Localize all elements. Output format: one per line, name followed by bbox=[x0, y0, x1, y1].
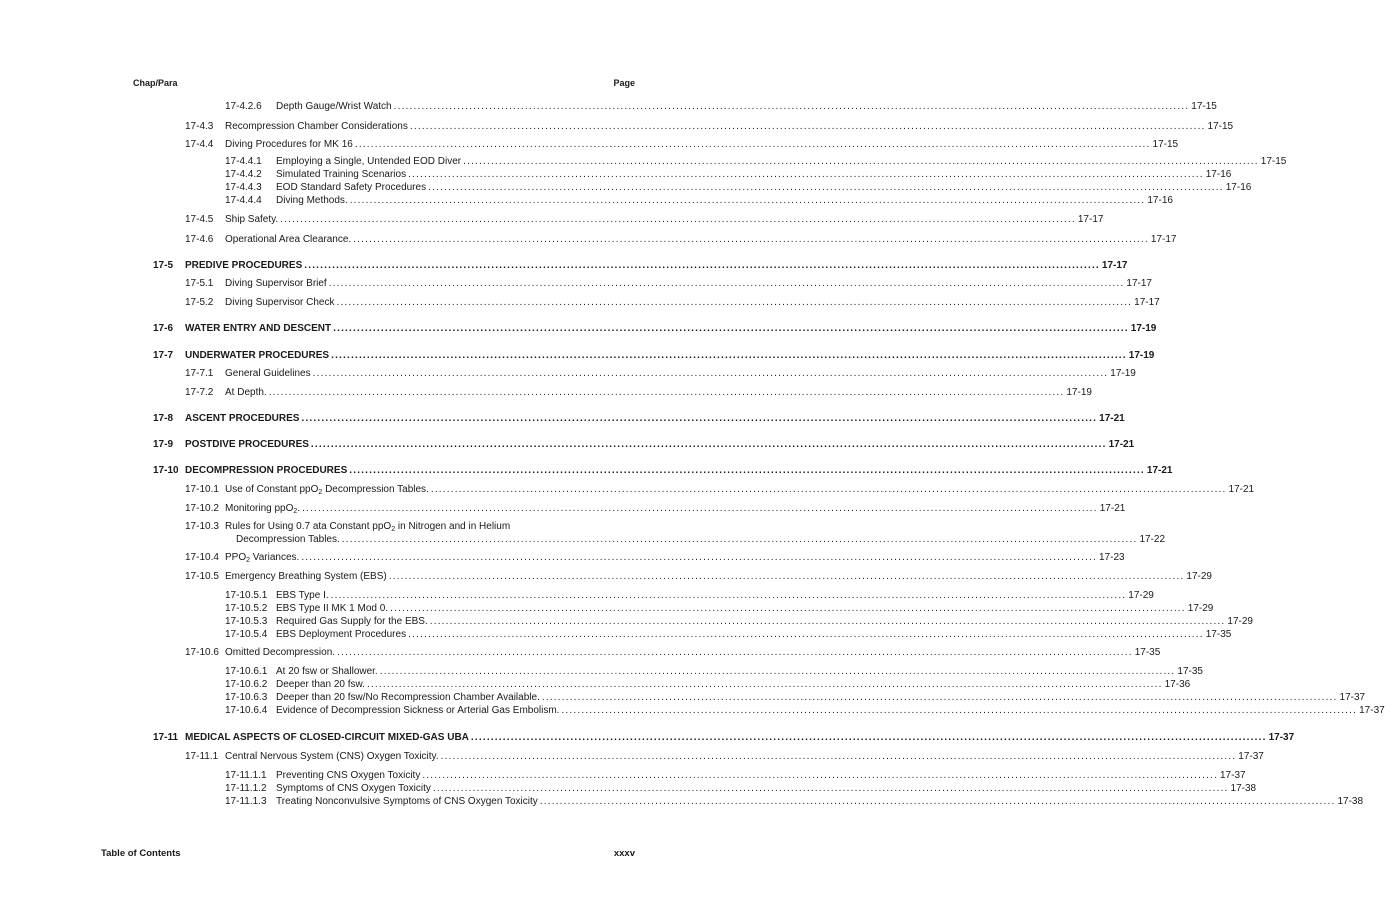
toc-entry[interactable] bbox=[185, 386, 1092, 399]
toc-entry-title bbox=[276, 615, 428, 628]
toc-entry-number: 17-10.5.2 bbox=[225, 603, 268, 614]
toc-entry[interactable] bbox=[153, 349, 1155, 362]
toc-entry-title-text: Use of Constant ppO bbox=[225, 484, 319, 495]
toc-entry[interactable] bbox=[225, 602, 1214, 615]
dot-leader: ........................................................................................................................................................................................................ bbox=[301, 552, 1097, 563]
toc-entry-title-text: ASCENT PROCEDURES bbox=[185, 413, 300, 424]
dot-leader: ........................................................................................................................................................................................................ bbox=[349, 195, 1146, 206]
toc-entry-title-text: General Guidelines bbox=[225, 368, 311, 379]
toc-entry-number: 17-5.1 bbox=[185, 278, 214, 289]
toc-entry-page: 17-37 bbox=[1220, 770, 1246, 781]
toc-entry[interactable] bbox=[225, 795, 1364, 808]
toc-entry-page: 17-21 bbox=[1099, 413, 1125, 424]
toc-entry-page: 17-29 bbox=[1128, 590, 1154, 601]
toc-entry[interactable] bbox=[153, 438, 1135, 451]
toc-entry-number: 17-4.4.1 bbox=[225, 156, 262, 167]
toc-entry-page: 17-35 bbox=[1205, 629, 1232, 640]
toc-entry[interactable] bbox=[153, 322, 1157, 335]
dot-leader: ........................................................................................................................................................................................................ bbox=[408, 169, 1204, 180]
toc-entry-page: 17-19 bbox=[1110, 368, 1136, 379]
dot-leader: ........................................................................................................................................................................................................ bbox=[354, 139, 1151, 150]
toc-entry-page: 17-21 bbox=[1108, 439, 1135, 450]
toc-entry[interactable] bbox=[185, 750, 1264, 763]
toc-entry-number: 17-4.4 bbox=[185, 139, 214, 150]
toc-entry[interactable] bbox=[225, 665, 1203, 678]
toc-entry-title-text: Monitoring ppO bbox=[225, 503, 294, 514]
toc-entry-number: 17-7 bbox=[153, 350, 174, 361]
toc-entry-page: 17-37 bbox=[1339, 692, 1366, 703]
toc-entry-title bbox=[185, 412, 299, 425]
toc-entry[interactable] bbox=[185, 213, 1104, 226]
toc-entry-number: 17-4.3 bbox=[185, 121, 214, 132]
toc-entry[interactable] bbox=[225, 181, 1252, 194]
dot-leader: ........................................................................................................................................................................................................ bbox=[336, 297, 1133, 308]
dot-leader: ........................................................................................................................................................................................................ bbox=[429, 616, 1226, 627]
toc-entry[interactable] bbox=[153, 412, 1125, 425]
toc-entry-title bbox=[225, 296, 335, 309]
toc-entry[interactable] bbox=[185, 367, 1136, 380]
toc-entry-number: 17-8 bbox=[153, 413, 174, 424]
toc-entry-title bbox=[185, 464, 347, 477]
toc-entry-number: 17-10.4 bbox=[185, 552, 219, 563]
toc-entry-title bbox=[185, 349, 329, 362]
toc-entry-title bbox=[276, 665, 378, 678]
toc-entry[interactable] bbox=[225, 704, 1385, 717]
toc-entry-title-text: Diving Methods. bbox=[276, 195, 348, 206]
toc-entry-page: 17-23 bbox=[1099, 552, 1125, 563]
toc-entry-title-text: DECOMPRESSION PROCEDURES bbox=[185, 465, 348, 476]
toc-entry-number: 17-4.2.6 bbox=[225, 101, 262, 112]
toc-entry-number: 17-11.1.1 bbox=[225, 770, 267, 781]
toc-entry-page: 17-37 bbox=[1238, 751, 1264, 762]
toc-entry-title-text: WATER ENTRY AND DESCENT bbox=[185, 323, 332, 334]
dot-leader: ........................................................................................................................................................................................................ bbox=[280, 214, 1076, 225]
toc-entry-title bbox=[276, 795, 538, 808]
dot-leader: ........................................................................................................................................................................................................ bbox=[353, 234, 1149, 245]
toc-entry-page: 17-19 bbox=[1130, 323, 1157, 334]
toc-entry-page: 17-21 bbox=[1099, 503, 1126, 514]
toc-entry-title-text: Decompression Tables. bbox=[236, 534, 340, 545]
toc-entry-title bbox=[225, 570, 387, 583]
toc-entry[interactable] bbox=[225, 168, 1232, 181]
toc-entry-number: 17-10.6 bbox=[185, 647, 219, 658]
toc-entry-number: 17-10.5.1 bbox=[225, 590, 268, 601]
toc-entry-title-text: PPO bbox=[225, 552, 247, 563]
dot-leader: ........................................................................................................................................................................................................ bbox=[337, 647, 1133, 658]
toc-entry-subscript: 2 bbox=[391, 526, 396, 533]
dot-leader: ........................................................................................................................................................................................................ bbox=[330, 590, 1127, 601]
dot-leader: ........................................................................................................................................................................................................ bbox=[341, 534, 1138, 545]
toc-entry-title bbox=[185, 731, 469, 744]
toc-entry-page: 17-37 bbox=[1268, 732, 1295, 743]
toc-entry[interactable] bbox=[153, 731, 1295, 744]
toc-entry-number: 17-11 bbox=[153, 732, 179, 743]
dot-leader: ........................................................................................................................................................................................................ bbox=[390, 603, 1186, 614]
toc-entry[interactable] bbox=[185, 277, 1152, 290]
toc-entry-title bbox=[276, 181, 426, 194]
toc-entry[interactable] bbox=[225, 589, 1154, 602]
toc-entry-title-text: Operational Area Clearance. bbox=[225, 234, 352, 245]
toc-entry[interactable] bbox=[225, 615, 1253, 628]
dot-leader: ........................................................................................................................................................................................................ bbox=[393, 101, 1190, 112]
dot-leader: ........................................................................................................................................................................................................ bbox=[310, 439, 1107, 450]
toc-entry-title-text: At 20 fsw or Shallower. bbox=[276, 666, 378, 677]
toc-entry-title-text: Employing a Single, Untended EOD Diver bbox=[276, 156, 462, 167]
column-header-page: Page bbox=[613, 78, 635, 88]
toc-entry-number: 17-4.6 bbox=[185, 234, 214, 245]
toc-entry-page: 17-21 bbox=[1146, 465, 1173, 476]
toc-entry-page: 17-16 bbox=[1147, 195, 1173, 206]
toc-entry-number: 17-10.5 bbox=[185, 571, 219, 582]
toc-entry-number: 17-10.5.4 bbox=[225, 629, 268, 640]
toc-entry[interactable] bbox=[185, 296, 1160, 309]
toc-entry[interactable] bbox=[225, 691, 1366, 704]
toc-entry-number: 17-11.1.3 bbox=[225, 796, 267, 807]
toc-entry-page: 17-35 bbox=[1134, 647, 1161, 658]
toc-entry[interactable] bbox=[185, 551, 1125, 564]
toc-entry-title bbox=[225, 502, 300, 518]
toc-entry-number: 17-5 bbox=[153, 260, 174, 271]
dot-leader: ........................................................................................................................................................................................................ bbox=[541, 692, 1338, 703]
toc-entry-title-text: Diving Procedures for MK 16 bbox=[225, 139, 353, 150]
toc-entry[interactable] bbox=[225, 782, 1257, 795]
dot-leader: ........................................................................................................................................................................................................ bbox=[408, 629, 1204, 640]
toc-entry-title-text: MEDICAL ASPECTS OF CLOSED-CIRCUIT MIXED-GAS UBA bbox=[185, 732, 469, 743]
dot-leader: ........................................................................................................................................................................................................ bbox=[333, 323, 1129, 334]
toc-entry-page: 17-29 bbox=[1227, 616, 1253, 627]
toc-entry-title-text: Rules for Using 0.7 ata Constant ppO bbox=[225, 521, 392, 532]
toc-entry-title bbox=[185, 259, 302, 272]
toc-entry[interactable] bbox=[185, 646, 1161, 659]
toc-entry-page: 17-15 bbox=[1152, 139, 1179, 150]
toc-entry-title-text: Diving Supervisor Brief bbox=[225, 278, 327, 289]
toc-entry-title bbox=[225, 277, 327, 290]
toc-entry-title bbox=[225, 367, 311, 380]
toc-entry[interactable] bbox=[225, 628, 1232, 641]
toc-entry-number: 17-6 bbox=[153, 323, 174, 334]
toc-entry-title bbox=[185, 322, 331, 335]
toc-entry-number: 17-4.5 bbox=[185, 214, 214, 225]
toc-entry-title bbox=[225, 551, 299, 567]
toc-entry-title bbox=[185, 438, 309, 451]
toc-entry-title-text: Recompression Chamber Considerations bbox=[225, 121, 408, 132]
dot-leader: ........................................................................................................................................................................................................ bbox=[409, 121, 1206, 132]
toc-entry-page: 17-15 bbox=[1260, 156, 1287, 167]
toc-entry-title-text: . bbox=[297, 503, 301, 514]
toc-entry[interactable] bbox=[185, 483, 1255, 496]
toc-entry-title-text: EBS Deployment Procedures bbox=[276, 629, 407, 640]
toc-entry-title bbox=[276, 194, 348, 207]
toc-entry-title-text: EBS Type I. bbox=[276, 590, 329, 601]
toc-entry-title bbox=[276, 678, 365, 691]
toc-entry-number: 17-10.5.3 bbox=[225, 616, 268, 627]
toc-entry-title bbox=[276, 168, 406, 181]
toc-entry-page: 17-17 bbox=[1126, 278, 1152, 289]
toc-entry-title-text: Emergency Breathing System (EBS) bbox=[225, 571, 387, 582]
toc-entry-title-text: Deeper than 20 fsw. bbox=[276, 679, 365, 690]
dot-leader: ........................................................................................................................................................................................................ bbox=[331, 350, 1127, 361]
toc-entry[interactable] bbox=[185, 233, 1177, 246]
toc-entry-title-text: in Nitrogen and in Helium bbox=[395, 521, 511, 532]
toc-entry-page: 17-17 bbox=[1101, 260, 1128, 271]
toc-entry-title-text: PREDIVE PROCEDURES bbox=[185, 260, 303, 271]
toc-entry-page: 17-15 bbox=[1191, 101, 1217, 112]
toc-entry[interactable] bbox=[225, 100, 1217, 113]
toc-entry-page: 17-29 bbox=[1186, 571, 1212, 582]
toc-entry-number: 17-9 bbox=[153, 439, 174, 450]
toc-entry-page: 17-19 bbox=[1066, 387, 1092, 398]
toc-entry-number: 17-10.6.1 bbox=[225, 666, 268, 677]
toc-entry-title bbox=[276, 704, 559, 717]
dot-leader: ........................................................................................................................................................................................................ bbox=[463, 156, 1259, 167]
toc-entry-title-text: Variances. bbox=[250, 552, 300, 563]
toc-entry-number: 17-4.4.4 bbox=[225, 195, 262, 206]
toc-entry-title-text: Evidence of Decompression Sickness or Arterial Gas Embolism. bbox=[276, 705, 560, 716]
toc-entry-page: 17-37 bbox=[1359, 705, 1385, 716]
dot-leader: ........................................................................................................................................................................................................ bbox=[561, 705, 1358, 716]
toc-entry-title-text: At Depth. bbox=[225, 387, 267, 398]
dot-leader: ........................................................................................................................................................................................................ bbox=[304, 260, 1100, 271]
toc-entry[interactable] bbox=[153, 464, 1173, 477]
dot-leader: ........................................................................................................................................................................................................ bbox=[430, 484, 1227, 495]
toc-entry-number: 17-10.6.4 bbox=[225, 705, 268, 716]
dot-leader: ........................................................................................................................................................................................................ bbox=[432, 783, 1229, 794]
toc-entry-number: 17-10.3 bbox=[185, 521, 219, 532]
toc-entry-page: 17-17 bbox=[1150, 234, 1177, 245]
toc-entry-page: 17-29 bbox=[1187, 603, 1214, 614]
toc-entry-title-text: POSTDIVE PROCEDURES bbox=[185, 439, 309, 450]
toc-entry[interactable] bbox=[185, 120, 1234, 133]
dot-leader: ........................................................................................................................................................................................................ bbox=[440, 751, 1237, 762]
toc-entry-subscript: 2 bbox=[293, 508, 298, 515]
toc-entry-title-text: EBS Type II MK 1 Mod 0. bbox=[276, 603, 389, 614]
dot-leader: ........................................................................................................................................................................................................ bbox=[539, 796, 1336, 807]
toc-entry-title-text: Treating Nonconvulsive Symptoms of CNS Oxygen Toxicity bbox=[276, 796, 538, 807]
toc-entry-subscript: 2 bbox=[246, 557, 251, 564]
dot-leader: ........................................................................................................................................................................................................ bbox=[470, 732, 1267, 743]
toc-entry-number: 17-10 bbox=[153, 465, 179, 476]
toc-entry-page: 17-19 bbox=[1128, 350, 1155, 361]
toc-entry[interactable] bbox=[225, 678, 1191, 691]
toc-entry-page: 17-38 bbox=[1230, 783, 1257, 794]
toc-entry-page: 17-16 bbox=[1225, 182, 1252, 193]
toc-entry[interactable] bbox=[185, 533, 1166, 546]
toc-entry-title bbox=[225, 483, 429, 499]
toc-entry-title bbox=[276, 782, 431, 795]
toc-entry-title-text: Depth Gauge/Wrist Watch bbox=[276, 101, 392, 112]
footer-page-number: xxxv bbox=[613, 848, 635, 859]
toc-entry-title bbox=[276, 155, 461, 168]
toc-entry-title bbox=[225, 120, 408, 133]
toc-entry-title-text: Diving Supervisor Check bbox=[225, 297, 335, 308]
toc-entry[interactable] bbox=[185, 570, 1212, 583]
toc-entry-page: 17-22 bbox=[1139, 534, 1166, 545]
toc-entry-title-text: Decompression Tables. bbox=[322, 484, 429, 495]
dot-leader: ........................................................................................................................................................................................................ bbox=[428, 182, 1224, 193]
toc-entry-title-text: Simulated Training Scenarios bbox=[276, 169, 407, 180]
dot-leader: ........................................................................................................................................................................................................ bbox=[379, 666, 1176, 677]
toc-entry-title-text: Central Nervous System (CNS) Oxygen Toxicity. bbox=[225, 751, 439, 762]
dot-leader: ........................................................................................................................................................................................................ bbox=[388, 571, 1185, 582]
toc-entry-number: 17-5.2 bbox=[185, 297, 214, 308]
toc-entry-title-text: EOD Standard Safety Procedures bbox=[276, 182, 427, 193]
toc-entry[interactable] bbox=[225, 194, 1173, 207]
toc-entry-title bbox=[276, 628, 406, 641]
dot-leader: ........................................................................................................................................................................................................ bbox=[422, 770, 1218, 781]
toc-entry-number: 17-4.4.2 bbox=[225, 169, 262, 180]
toc-entry-page: 17-15 bbox=[1207, 121, 1234, 132]
dot-leader: ........................................................................................................................................................................................................ bbox=[312, 368, 1109, 379]
toc-entry-number: 17-10.6.3 bbox=[225, 692, 268, 703]
toc-entry-page: 17-21 bbox=[1228, 484, 1255, 495]
toc-entry-title bbox=[276, 769, 420, 782]
toc-entry[interactable] bbox=[185, 138, 1179, 151]
toc-entry-subscript: 2 bbox=[318, 489, 323, 496]
toc-entry[interactable] bbox=[225, 155, 1287, 168]
toc-entry-title-text: Preventing CNS Oxygen Toxicity bbox=[276, 770, 421, 781]
toc-entry-title bbox=[276, 691, 540, 704]
toc-entry-title bbox=[225, 213, 278, 226]
toc-entry-page: 17-35 bbox=[1177, 666, 1203, 677]
footer-title: Table of Contents bbox=[101, 848, 181, 859]
toc-entry[interactable] bbox=[225, 769, 1246, 782]
toc-entry-title bbox=[276, 602, 388, 615]
toc-entry-number: 17-7.2 bbox=[185, 387, 214, 398]
toc-entry-title-text: Required Gas Supply for the EBS. bbox=[276, 616, 428, 627]
dot-leader: ........................................................................................................................................................................................................ bbox=[366, 679, 1163, 690]
toc-entry-page: 17-17 bbox=[1077, 214, 1104, 225]
toc-entry-number: 17-10.1 bbox=[185, 484, 219, 495]
toc-entry-title-text: Omitted Decompression. bbox=[225, 647, 336, 658]
dot-leader: ........................................................................................................................................................................................................ bbox=[268, 387, 1065, 398]
toc-entry-number: 17-7.1 bbox=[185, 368, 214, 379]
toc-entry-title bbox=[236, 533, 340, 546]
column-header-chap-para: Chap/Para bbox=[133, 78, 178, 88]
toc-entry-title bbox=[225, 138, 353, 151]
toc-entry-title-text: Deeper than 20 fsw/No Recompression Chamber Available. bbox=[276, 692, 540, 703]
toc-entry-number: 17-11.1 bbox=[185, 751, 219, 762]
dot-leader: ........................................................................................................................................................................................................ bbox=[328, 278, 1125, 289]
dot-leader: ........................................................................................................................................................................................................ bbox=[301, 413, 1098, 424]
toc-entry-page: 17-16 bbox=[1205, 169, 1232, 180]
toc-entry-number: 17-10.6.2 bbox=[225, 679, 268, 690]
toc-entry-title bbox=[225, 233, 351, 246]
dot-leader: ........................................................................................................................................................................................................ bbox=[302, 503, 1098, 514]
toc-entry-number: 17-10.2 bbox=[185, 503, 219, 514]
toc-entry-title bbox=[225, 646, 335, 659]
toc-entry[interactable] bbox=[185, 520, 632, 533]
toc-entry-title-text: Symptoms of CNS Oxygen Toxicity bbox=[276, 783, 431, 794]
toc-entry-title bbox=[225, 750, 439, 763]
toc-entry-page: 17-17 bbox=[1134, 297, 1160, 308]
toc-entry-page: 17-38 bbox=[1337, 796, 1364, 807]
toc-entry-page: 17-36 bbox=[1164, 679, 1191, 690]
toc-entry-title bbox=[276, 589, 329, 602]
toc-entry-number: 17-4.4.3 bbox=[225, 182, 262, 193]
toc-entry-title bbox=[276, 100, 392, 113]
toc-entry-number: 17-11.1.2 bbox=[225, 783, 267, 794]
toc-entry-title bbox=[225, 386, 267, 399]
toc-entry[interactable] bbox=[153, 259, 1128, 272]
toc-entry[interactable] bbox=[185, 502, 1126, 515]
dot-leader: ........................................................................................................................................................................................................ bbox=[349, 465, 1145, 476]
toc-entry-title-text: Ship Safety. bbox=[225, 214, 279, 225]
toc-entry-title-text: UNDERWATER PROCEDURES bbox=[185, 350, 330, 361]
